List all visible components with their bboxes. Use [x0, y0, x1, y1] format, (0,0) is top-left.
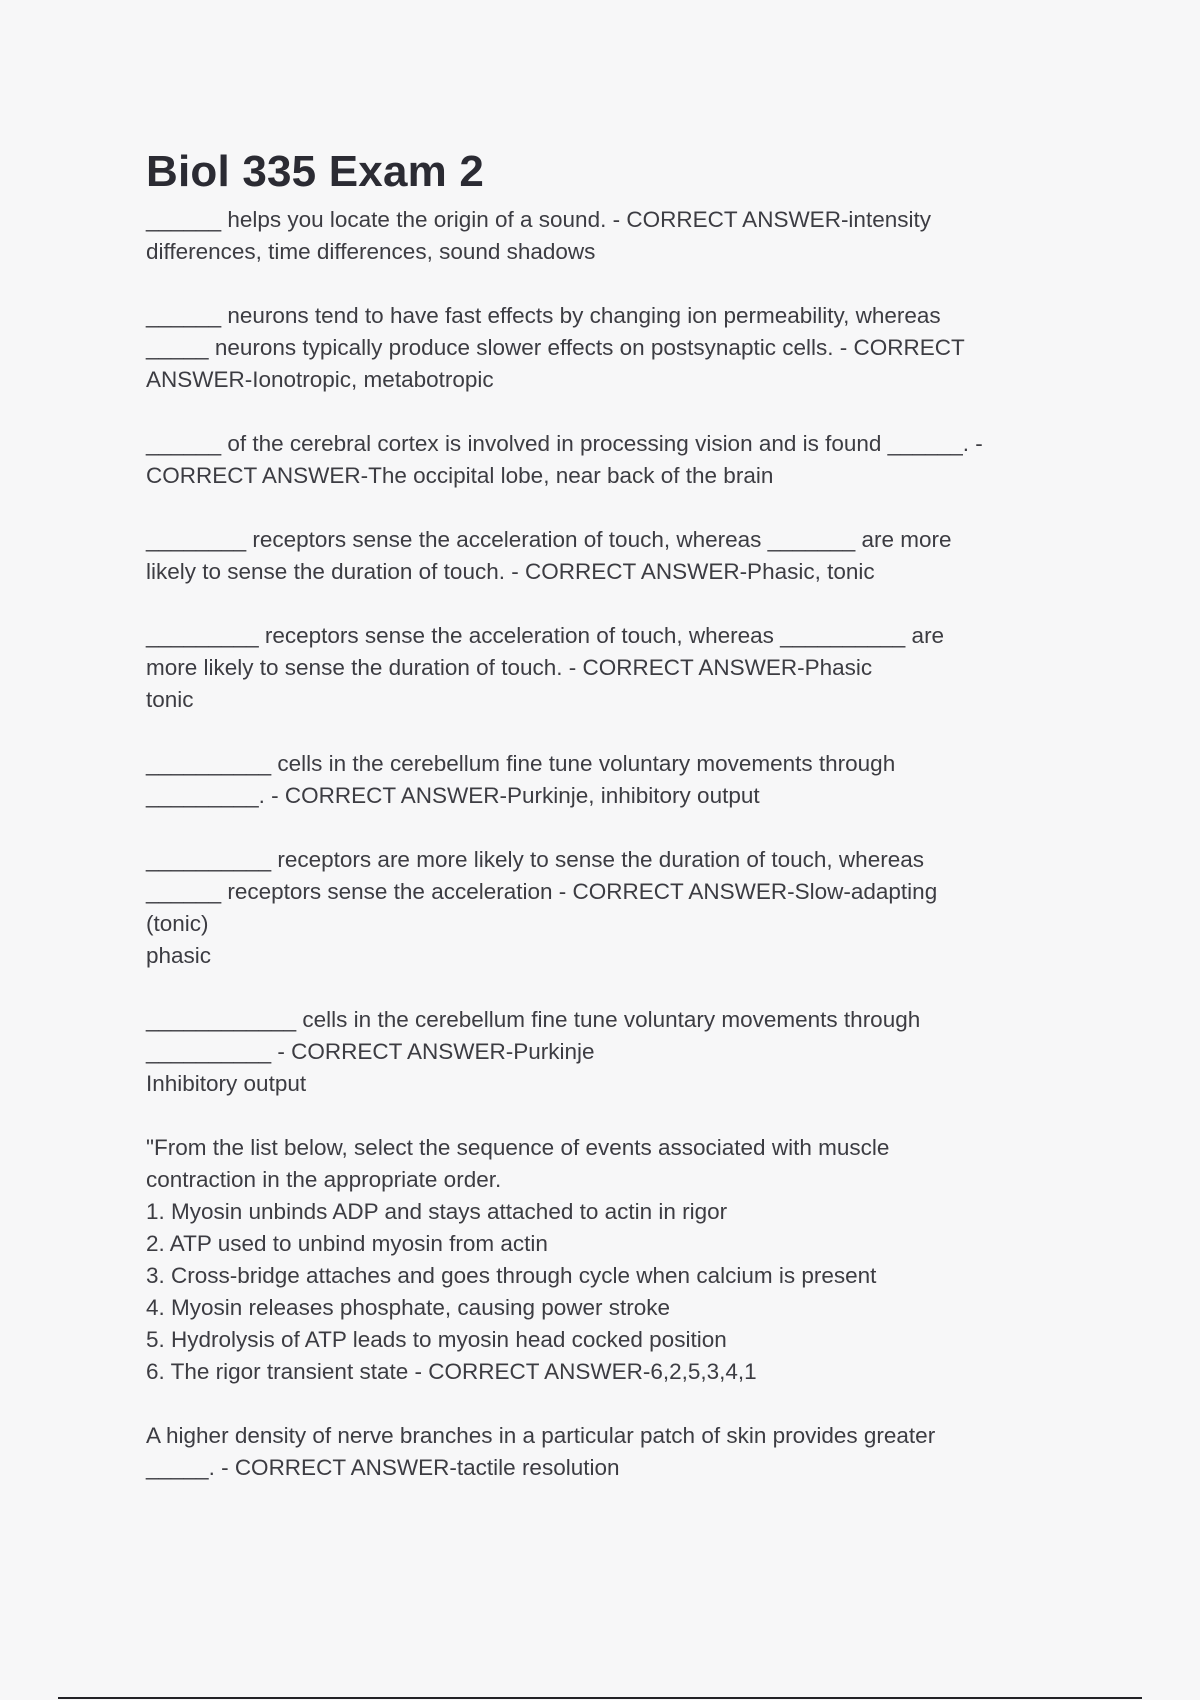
question-answer-block [146, 1132, 1066, 1388]
question-answer-block [146, 524, 1066, 588]
page-title: Biol 335 Exam 2 [146, 147, 485, 196]
question-answer-block [146, 300, 1066, 396]
text-line: ______ receptors sense the acceleration - CORRECT ANSWER-Slow-adapting [146, 879, 938, 904]
text-line: more likely to sense the duration of touch. - CORRECT ANSWER-Phasic [146, 655, 873, 680]
text-line: _____. - CORRECT ANSWER-tactile resolution [146, 1455, 620, 1480]
question-list [146, 204, 1066, 1484]
question-answer-block [146, 1004, 1066, 1100]
question-answer-block [146, 748, 1066, 812]
text-line: tonic [146, 687, 194, 712]
text-line: ________ receptors sense the acceleration of touch, whereas _______ are more [146, 527, 952, 552]
text-line: differences, time differences, sound shadows [146, 239, 596, 264]
text-line: ______ neurons tend to have fast effects by changing ion permeability, whereas [146, 303, 941, 328]
text-line: _________. - CORRECT ANSWER-Purkinje, inhibitory output [146, 783, 760, 808]
text-line: ____________ cells in the cerebellum fine tune voluntary movements through [146, 1007, 921, 1032]
text-line: ______ helps you locate the origin of a sound. - CORRECT ANSWER-intensity [146, 207, 931, 232]
question-answer-block [146, 1420, 1066, 1484]
text-line: __________ receptors are more likely to sense the duration of touch, whereas [146, 847, 924, 872]
text-line: __________ - CORRECT ANSWER-Purkinje [146, 1039, 595, 1064]
question-answer-block [146, 620, 1066, 716]
text-line: 4. Myosin releases phosphate, causing power stroke [146, 1295, 671, 1320]
text-line: 3. Cross-bridge attaches and goes through cycle when calcium is present [146, 1263, 877, 1288]
text-line: Inhibitory output [146, 1071, 307, 1096]
text-line: phasic [146, 943, 212, 968]
text-line: A higher density of nerve branches in a particular patch of skin provides greater [146, 1423, 936, 1448]
text-line: _________ receptors sense the acceleration of touch, whereas __________ are [146, 623, 945, 648]
text-line: __________ cells in the cerebellum fine tune voluntary movements through [146, 751, 896, 776]
text-line: "From the list below, select the sequence of events associated with muscle [146, 1135, 890, 1160]
text-line: 5. Hydrolysis of ATP leads to myosin head cocked position [146, 1327, 727, 1352]
question-answer-block [146, 428, 1066, 492]
page-bottom-divider [58, 1697, 1142, 1699]
text-line: (tonic) [146, 911, 209, 936]
document-page [146, 148, 1066, 1516]
question-answer-block [146, 844, 1066, 972]
text-line: 2. ATP used to unbind myosin from actin [146, 1231, 548, 1256]
text-line: CORRECT ANSWER-The occipital lobe, near back of the brain [146, 463, 774, 488]
text-line: 6. The rigor transient state - CORRECT ANSWER-6,2,5,3,4,1 [146, 1359, 757, 1384]
text-line: ______ of the cerebral cortex is involved in processing vision and is found ______. - [146, 431, 983, 456]
text-line: _____ neurons typically produce slower effects on postsynaptic cells. - CORRECT [146, 335, 965, 360]
text-line: likely to sense the duration of touch. - CORRECT ANSWER-Phasic, tonic [146, 559, 875, 584]
text-line: ANSWER-Ionotropic, metabotropic [146, 367, 494, 392]
question-answer-block [146, 204, 1066, 268]
text-line: 1. Myosin unbinds ADP and stays attached to actin in rigor [146, 1199, 728, 1224]
text-line: contraction in the appropriate order. [146, 1167, 502, 1192]
